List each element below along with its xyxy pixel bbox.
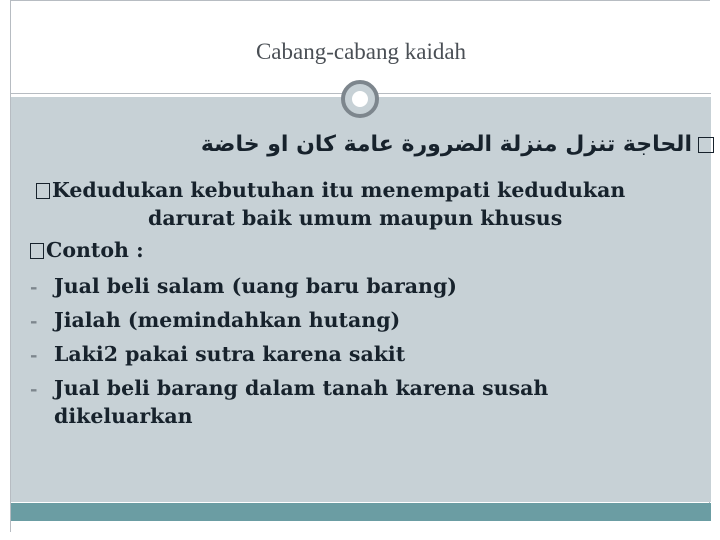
arabic-rule-text: الحاجة تنزل منزلة الضرورة عامة كان او خاضة [200, 132, 692, 157]
example-item-4-continuation [54, 404, 193, 428]
example-text-4-continuation: dikeluarkan [54, 404, 193, 428]
dash-marker: - [30, 379, 38, 400]
example-heading-text: Contoh : [46, 238, 144, 262]
explanation-line-1 [36, 178, 625, 202]
example-item-2 [30, 308, 400, 332]
footer-band [11, 503, 711, 521]
explanation-line-2 [148, 206, 562, 230]
explanation-text-2: darurat baik umum maupun khusus [148, 206, 563, 230]
circle-ornament-center [349, 88, 371, 110]
dash-marker: - [30, 277, 38, 298]
example-item-3 [30, 342, 405, 366]
bullet-box-icon [30, 243, 44, 259]
dash-marker: - [30, 345, 38, 366]
example-item-1 [30, 274, 457, 298]
example-heading [30, 238, 144, 262]
example-text-3: Laki2 pakai sutra karena sakit [54, 342, 406, 366]
explanation-text-1: Kedudukan kebutuhan itu menempati kedudukan [52, 178, 626, 202]
arabic-rule-line [201, 132, 714, 157]
footer-bottom-strip [11, 521, 711, 533]
example-text-2: Jialah (memindahkan hutang) [54, 308, 401, 332]
slide-title: Cabang-cabang kaidah [255, 39, 467, 64]
bullet-box-icon [698, 137, 714, 153]
example-item-4 [30, 376, 548, 400]
dash-marker: - [30, 311, 38, 332]
example-text-1: Jual beli salam (uang baru barang) [54, 274, 457, 298]
circle-ornament-icon [341, 80, 379, 118]
content-area [11, 97, 711, 502]
bullet-box-icon [36, 183, 50, 199]
slide [10, 0, 710, 532]
example-text-4: Jual beli barang dalam tanah karena susah [54, 376, 549, 400]
